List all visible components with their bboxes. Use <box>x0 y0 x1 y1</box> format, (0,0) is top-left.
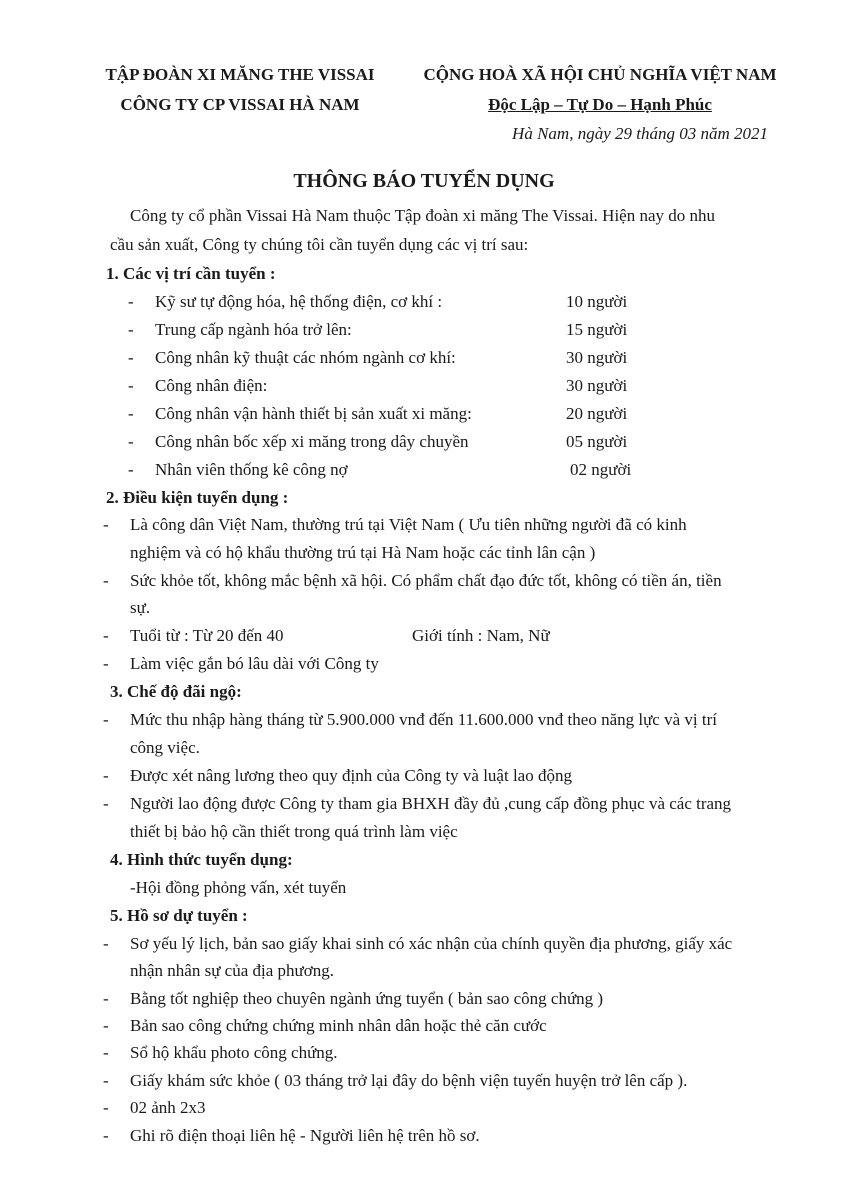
list-dash: - <box>103 515 109 534</box>
position-qty: 10 người <box>566 292 628 311</box>
list-dash: - <box>128 292 134 311</box>
intro-line: Công ty cổ phần Vissai Hà Nam thuộc Tập đoàn xi măng The Vissai. Hiện nay do nhu <box>130 206 716 225</box>
condition-text: Sức khỏe tốt, không mắc bệnh xã hội. Có phẩm chất đạo đức tốt, không có tiền án, tiền <box>130 571 722 590</box>
condition-age: Tuổi từ : Từ 20 đến 40 <box>130 626 284 645</box>
position-qty: 20 người <box>566 404 628 423</box>
section-heading-positions: 1. Các vị trí cần tuyển : <box>106 264 276 283</box>
position-qty: 05 người <box>566 432 628 451</box>
list-dash: - <box>103 1016 109 1035</box>
benefit-text: công việc. <box>130 738 200 757</box>
list-dash: - <box>128 404 134 423</box>
position-name: Công nhân vận hành thiết bị sản xuất xi măng: <box>155 404 472 423</box>
position-qty: 15 người <box>566 320 628 339</box>
list-dash: - <box>103 1126 109 1145</box>
section-heading-benefits: 3. Chế độ đãi ngộ: <box>110 682 242 701</box>
list-dash: - <box>103 794 109 813</box>
list-dash: - <box>128 460 134 479</box>
document-item: Bản sao công chứng chứng minh nhân dân hoặc thẻ căn cước <box>130 1016 547 1035</box>
document-item: nhận nhân sự của địa phương. <box>130 961 334 980</box>
benefit-text: Người lao động được Công ty tham gia BHXH đầy đủ ,cung cấp đồng phục và các trang <box>130 794 732 813</box>
list-dash: - <box>128 348 134 367</box>
nation-name: CỘNG HOÀ XÃ HỘI CHỦ NGHĨA VIỆT NAM <box>423 65 777 84</box>
document-title: THÔNG BÁO TUYỂN DỤNG <box>293 170 555 192</box>
position-name: Công nhân kỹ thuật các nhóm ngành cơ khí: <box>155 348 456 367</box>
nation-motto: Độc Lập – Tự Do – Hạnh Phúc <box>488 95 712 114</box>
list-dash: - <box>103 654 109 673</box>
list-dash: - <box>128 376 134 395</box>
position-name: Nhân viên thống kê công nợ <box>155 460 348 479</box>
org-company-name: CÔNG TY CP VISSAI HÀ NAM <box>120 95 360 114</box>
position-name: Công nhân điện: <box>155 376 268 395</box>
position-name: Công nhân bốc xếp xi măng trong dây chuyền <box>155 432 469 451</box>
list-dash: - <box>103 934 109 953</box>
position-name: Trung cấp ngành hóa trở lên: <box>155 320 352 339</box>
method-text: -Hội đồng phỏng vấn, xét tuyển <box>130 878 347 897</box>
list-dash: - <box>103 1098 109 1117</box>
org-group-name: TẬP ĐOÀN XI MĂNG THE VISSAI <box>105 65 375 84</box>
condition-text: nghiệm và có hộ khẩu thường trú tại Hà Nam hoặc các tỉnh lân cận ) <box>130 543 596 562</box>
list-dash: - <box>128 432 134 451</box>
org-header <box>70 60 410 120</box>
list-dash: - <box>103 766 109 785</box>
benefit-text: thiết bị bảo hộ cần thiết trong quá trình làm việc <box>130 822 458 841</box>
condition-text: sự. <box>130 598 151 617</box>
list-dash: - <box>103 571 109 590</box>
condition-text: Là công dân Việt Nam, thường trú tại Việt Nam ( Ưu tiên những người đã có kinh <box>130 515 687 534</box>
nation-header <box>410 60 790 120</box>
list-dash: - <box>128 320 134 339</box>
position-qty: 02 người <box>570 460 632 479</box>
list-dash: - <box>103 1043 109 1062</box>
section-heading-method: 4. Hình thức tuyển dụng: <box>110 850 293 869</box>
position-qty: 30 người <box>566 348 628 367</box>
document-item: Bằng tốt nghiệp theo chuyên ngành ứng tuyển ( bản sao công chứng ) <box>130 989 604 1008</box>
intro-line: cầu sản xuất, Công ty chúng tôi cần tuyển dụng các vị trí sau: <box>110 235 529 254</box>
list-dash: - <box>103 989 109 1008</box>
position-qty: 30 người <box>566 376 628 395</box>
list-dash: - <box>103 1071 109 1090</box>
section-heading-conditions: 2. Điều kiện tuyển dụng : <box>106 488 289 507</box>
benefit-text: Được xét nâng lương theo quy định của Công ty và luật lao động <box>130 766 572 785</box>
document-item: Sơ yếu lý lịch, bản sao giấy khai sinh có xác nhận của chính quyền địa phương, giấy xác <box>130 934 733 953</box>
section-heading-documents: 5. Hồ sơ dự tuyển : <box>110 906 248 925</box>
document-date: Hà Nam, ngày 29 tháng 03 năm 2021 <box>512 124 768 143</box>
list-dash: - <box>103 626 109 645</box>
benefit-text: Mức thu nhập hàng tháng từ 5.900.000 vnđ đến 11.600.000 vnđ theo năng lực và vị trí <box>130 710 717 729</box>
document-item: Giấy khám sức khỏe ( 03 tháng trở lại đây do bệnh viện tuyến huyện trở lên cấp ). <box>130 1071 688 1090</box>
list-dash: - <box>103 710 109 729</box>
condition-text: Làm việc gắn bó lâu dài với Công ty <box>130 654 379 673</box>
position-name: Kỹ sư tự động hóa, hệ thống điện, cơ khí : <box>155 292 443 311</box>
document-item: 02 ảnh 2x3 <box>130 1098 206 1117</box>
condition-gender: Giới tính : Nam, Nữ <box>412 626 550 645</box>
document-item: Ghi rõ điện thoại liên hệ - Người liên hệ trên hồ sơ. <box>130 1126 480 1145</box>
document-item: Sổ hộ khẩu photo công chứng. <box>130 1043 338 1062</box>
